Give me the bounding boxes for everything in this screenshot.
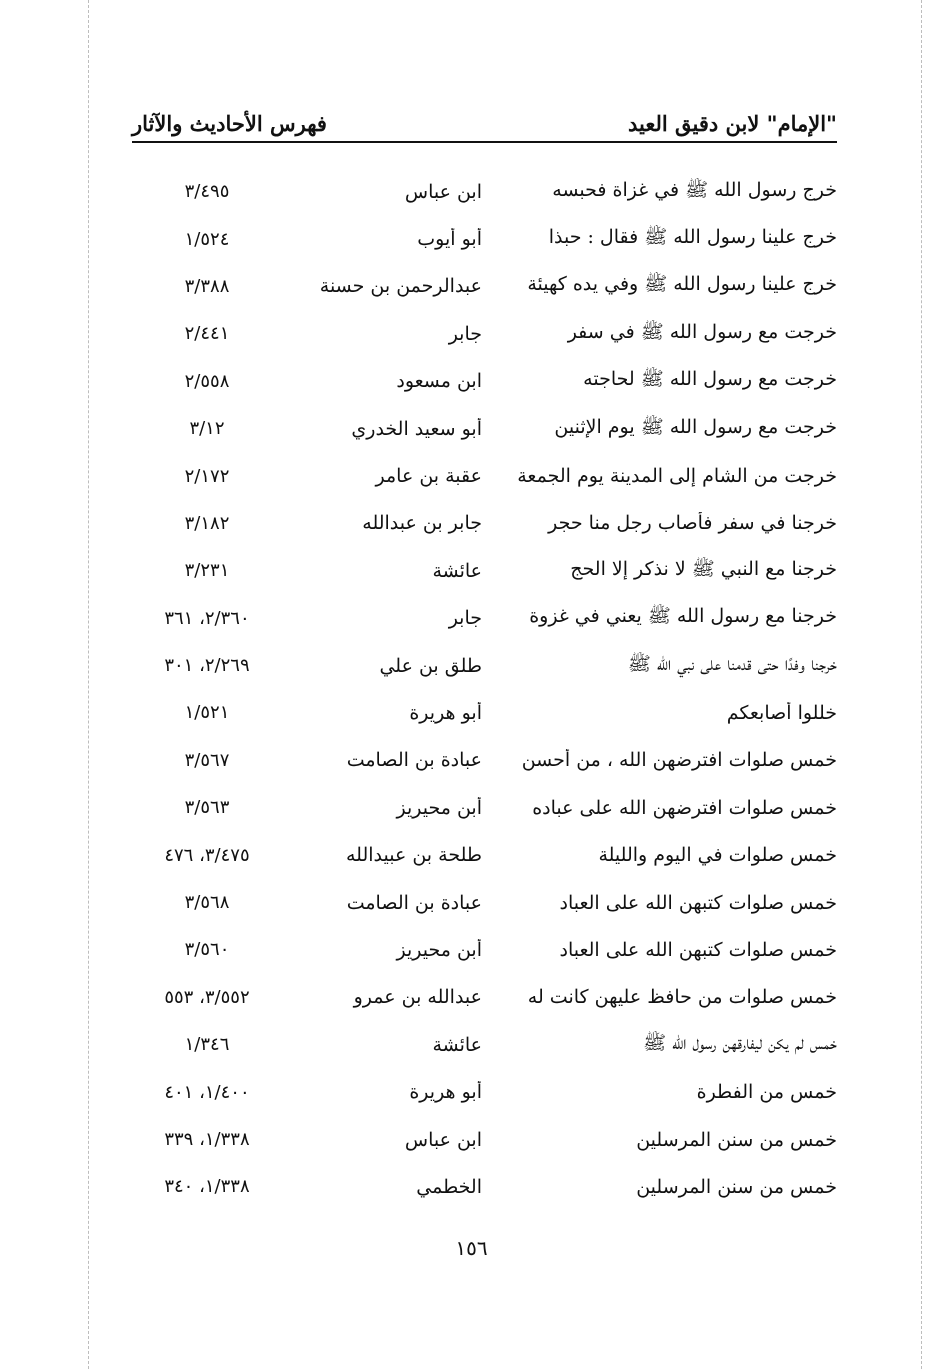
hadith-text: خرجنا مع رسول الله ﷺ يعني في غزوة	[529, 605, 837, 628]
volume-page-reference: ٢/٥٥٨	[184, 370, 230, 392]
narrator-name: عبدالرحمن بن حسنة	[319, 275, 482, 298]
volume-page-reference: ١/٣٤٦	[184, 1034, 230, 1056]
table-row	[132, 215, 837, 262]
volume-page-reference: ٢/١٧٢	[184, 465, 230, 487]
hadith-text: خمس من سنن المرسلين	[636, 1175, 837, 1198]
section-title: فهرس الأحاديث والآثار	[132, 111, 327, 136]
hadith-text: خرجنا مع النبي ﷺ لا نذكر إلا الحج	[570, 557, 837, 580]
narrator-name: أبو هريرة	[409, 701, 482, 724]
table-row	[132, 500, 837, 547]
hadith-text: خرجت من الشام إلى المدينة يوم الجمعة	[517, 465, 837, 488]
table-row	[132, 784, 837, 831]
narrator-name: جابر	[448, 607, 482, 630]
narrator-name: طلق بن علي	[379, 654, 482, 677]
narrator-name: أبو أيوب	[417, 228, 482, 251]
narrator-name: عائشة	[432, 559, 482, 582]
table-row	[132, 1068, 837, 1115]
table-row	[132, 926, 837, 973]
volume-page-reference: ٣/٥٦٧	[184, 749, 230, 771]
volume-page-reference: ٣/٢٣١	[184, 560, 230, 582]
header-rule	[132, 141, 837, 143]
narrator-name: أبن محيريز	[396, 796, 482, 819]
table-row	[132, 642, 837, 689]
volume-page-reference: ٣/١٢	[189, 418, 225, 440]
narrator-name: عائشة	[432, 1033, 482, 1056]
hadith-text: خرجت مع رسول الله ﷺ لحاجته	[583, 368, 837, 391]
hadith-text: خرج علينا رسول الله ﷺ وفي يده كهيئة	[527, 273, 837, 296]
table-row	[132, 831, 837, 878]
volume-page-reference: ٣/١٨٢	[184, 512, 230, 534]
table-row	[132, 595, 837, 642]
volume-page-reference: ٣/٤٩٥	[184, 181, 230, 203]
table-row	[132, 1163, 837, 1210]
hadith-text: خمس صلوات كتبهن الله على العباد	[559, 891, 837, 914]
narrator-name: عقبة بن عامر	[375, 465, 482, 488]
hadith-text: خرج رسول الله ﷺ في غزاة فحبسه	[552, 178, 837, 201]
volume-page-reference: ١/٣٣٨، ٣٣٩	[164, 1129, 250, 1150]
table-row	[132, 1116, 837, 1163]
narrator-name: الخطمي	[416, 1175, 482, 1198]
hadith-text: خمس صلوات افترضهن الله على عباده	[532, 796, 837, 819]
volume-page-reference: ٣/٣٨٨	[184, 275, 230, 297]
volume-page-reference: ٣/٥٦٠	[184, 939, 230, 961]
table-row	[132, 358, 837, 405]
table-row	[132, 263, 837, 310]
scan-guide-line	[88, 0, 89, 1369]
hadith-text: خمس من سنن المرسلين	[636, 1128, 837, 1151]
narrator-name: عبادة بن الصامت	[346, 749, 482, 772]
scan-guide-line	[921, 0, 922, 1369]
hadith-text: خللوا أصابعكم	[726, 701, 837, 724]
narrator-name: عبادة بن الصامت	[346, 891, 482, 914]
hadith-text: خمس صلوات في اليوم والليلة	[598, 844, 837, 867]
volume-page-reference: ١/٥٢٤	[184, 228, 230, 250]
volume-page-reference: ٣/٥٥٢، ٥٥٣	[164, 986, 250, 1008]
volume-page-reference: ١/٤٠٠، ٤٠١	[164, 1081, 250, 1103]
volume-page-reference: ٣/٥٦٣	[184, 797, 230, 819]
narrator-name: ابن عباس	[404, 1128, 482, 1151]
narrator-name: ابن عباس	[404, 180, 482, 203]
running-header	[132, 100, 837, 136]
page-number: ١٥٦	[455, 1236, 488, 1260]
volume-page-reference: ٣/٤٧٥، ٤٧٦	[164, 844, 250, 866]
hadith-index-table	[132, 168, 837, 1211]
volume-page-reference: ٢/٤٤١	[184, 323, 230, 345]
book-title: "الإمام" لابن دقيق العيد	[627, 111, 837, 136]
volume-page-reference: ٢/٢٦٩، ٣٠١	[164, 655, 250, 677]
table-row	[132, 1021, 837, 1068]
table-row	[132, 452, 837, 499]
table-row	[132, 168, 837, 215]
narrator-name: جابر	[448, 322, 482, 345]
narrator-name: أبو سعيد الخدري	[351, 417, 482, 440]
hadith-text: خرجت مع رسول الله ﷺ يوم الإثنين	[554, 415, 837, 438]
narrator-name: طلحة بن عبيدالله	[345, 844, 482, 867]
hadith-text: خمس صلوات كتبهن الله على العباد	[559, 938, 837, 961]
hadith-text: خرجنا في سفر فأصاب رجل منا حجر	[548, 512, 837, 535]
volume-page-reference: ١/٥٢١	[184, 702, 230, 724]
narrator-name: عبدالله بن عمرو	[353, 986, 482, 1009]
table-row	[132, 689, 837, 736]
narrator-name: ابن مسعود	[396, 370, 482, 393]
table-row	[132, 879, 837, 926]
hadith-text: خمس لم يكن ليفارقهن رسول الله ﷺ	[643, 1031, 837, 1054]
hadith-text: خرجنا وفدًا حتى قدمنا على نبي الله ﷺ	[627, 652, 837, 675]
volume-page-reference: ٣/٥٦٨	[184, 892, 230, 914]
hadith-text: خمس صلوات من حافظ عليهن كانت له	[527, 986, 837, 1009]
hadith-text: خرجت مع رسول الله ﷺ في سفر	[567, 320, 837, 343]
table-row	[132, 405, 837, 452]
hadith-text: خرج علينا رسول الله ﷺ فقال : حبذا	[548, 226, 837, 249]
table-row	[132, 737, 837, 784]
narrator-name: جابر بن عبدالله	[362, 512, 482, 535]
hadith-text: خمس من الفطرة	[696, 1081, 837, 1104]
table-row	[132, 974, 837, 1021]
table-row	[132, 547, 837, 594]
narrator-name: أبن محيريز	[396, 938, 482, 961]
volume-page-reference: ٢/٣٦٠، ٣٦١	[164, 607, 250, 629]
narrator-name: أبو هريرة	[409, 1081, 482, 1104]
volume-page-reference: ١/٣٣٨، ٣٤٠	[164, 1176, 250, 1198]
hadith-text: خمس صلوات افترضهن الله ، من أحسن	[521, 749, 837, 772]
table-row	[132, 310, 837, 357]
